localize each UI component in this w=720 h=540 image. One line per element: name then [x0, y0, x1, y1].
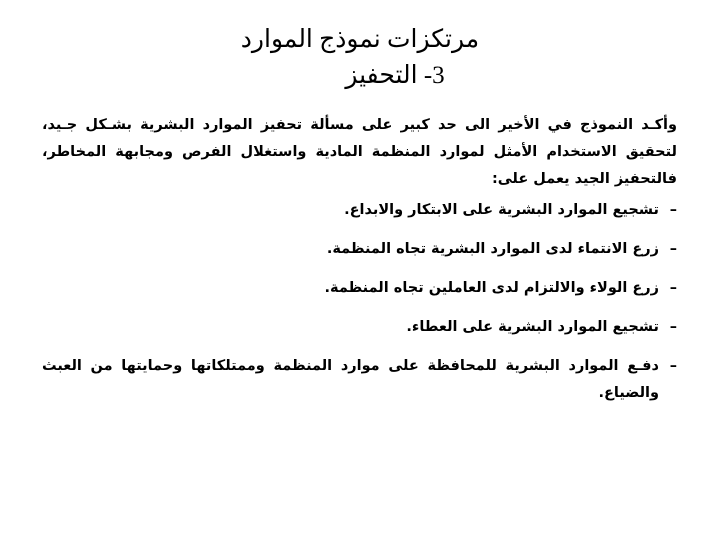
- bullet-dash: –: [669, 319, 677, 335]
- bullet-item: [42, 236, 677, 263]
- title-line-main: مرتكزات نموذج الموارد: [240, 26, 480, 53]
- bullet-item: [42, 314, 677, 341]
- bullet-text: تشجيع الموارد البشرية على الابتكار والابداع.: [344, 202, 659, 218]
- bullet-text: زرع الانتماء لدى الموارد البشرية تجاه المنظمة.: [326, 241, 659, 257]
- bullet-text: دفـع الموارد البشرية للمحافظة على موارد المنظمة وممتلكاتها وحمايتها من العبث والضياع.: [42, 358, 659, 401]
- slide-title: [0, 22, 720, 94]
- bullet-dash: –: [669, 358, 677, 374]
- bullet-text: زرع الولاء والالتزام لدى العاملين تجاه المنظمة.: [324, 280, 659, 296]
- bullet-dash: –: [669, 280, 677, 296]
- title-line-section: 3- التحفيز: [345, 62, 445, 89]
- bullet-list: [42, 197, 677, 407]
- bullet-item: [42, 275, 677, 302]
- bullet-dash: –: [669, 202, 677, 218]
- bullet-item: [42, 353, 677, 407]
- slide-body: [42, 112, 677, 419]
- bullet-text: تشجيع الموارد البشرية على العطاء.: [406, 319, 659, 335]
- bullet-item: [42, 197, 677, 224]
- bullet-dash: –: [669, 241, 677, 257]
- intro-paragraph: وأكـد النموذج في الأخير الى حد كبير على مسألة تحفيز الموارد البشرية بشـكل جـيد، لتحقيق الاستخدام الأمثل لموارد المنظمة المادية واستغلال الفرص ومجابهة المخاطر، فالتحفيز الجيد يعمل على:: [42, 117, 677, 187]
